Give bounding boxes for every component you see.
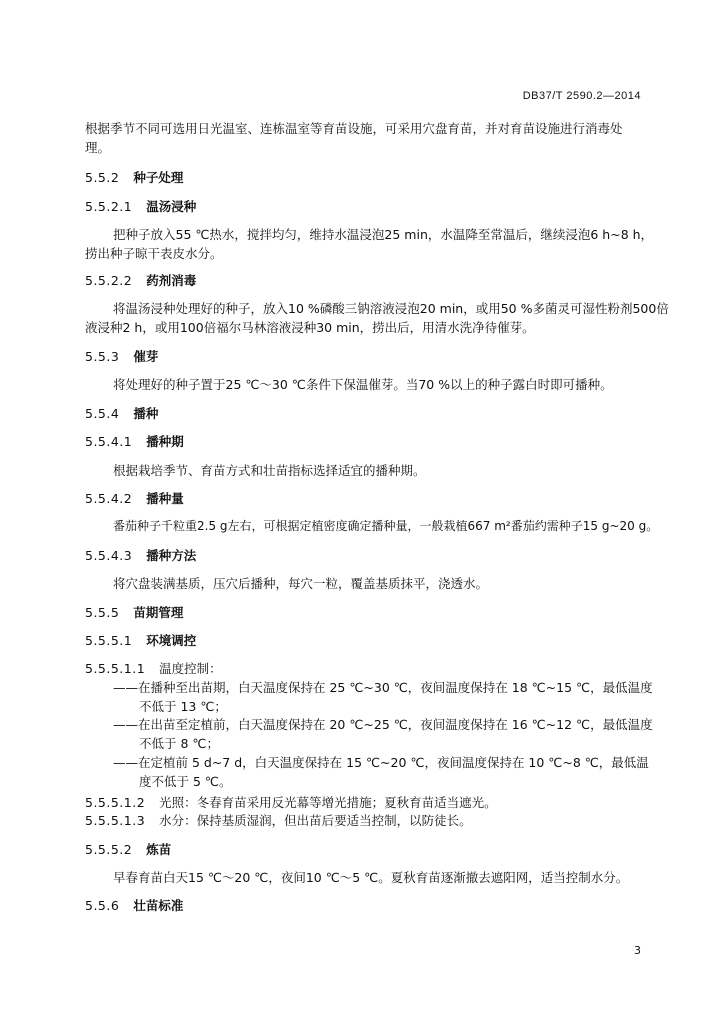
section-title: 播种期 (146, 434, 184, 449)
section-heading-5-5-2 (85, 168, 183, 186)
section-number: 5.5.6 (85, 898, 120, 913)
dash-list-item: ——在播种至出苗期，白天温度保持在 25 ℃~30 ℃，夜间温度保持在 18 ℃~15 ℃，最低温度 (113, 680, 653, 695)
section-title: 壮苗标准 (133, 898, 184, 913)
dash-list-item: ——在出苗至定植前，白天温度保持在 20 ℃~25 ℃，夜间温度保持在 16 ℃~12 ℃，最低温度 (113, 717, 653, 732)
section-heading-5-5-6 (85, 896, 183, 914)
item-5-5-5-1-3 (85, 811, 472, 829)
item-text: 温度控制： (159, 661, 222, 676)
section-heading-5-5-4 (85, 404, 158, 422)
paragraph-line: 理。 (85, 140, 111, 155)
paragraph-line: 根据栽培季节、育苗方式和壮苗指标选择适宜的播种期。 (113, 463, 426, 478)
section-number: 5.5.2 (85, 170, 120, 185)
item-number: 5.5.5.1.3 (85, 813, 146, 828)
section-heading-5-5-5 (85, 603, 183, 621)
section-heading-5-5-2-1 (85, 197, 196, 215)
section-number: 5.5.5.2 (85, 842, 133, 857)
item-5-5-5-1-2 (85, 793, 497, 811)
section-heading-5-5-2-2 (85, 271, 196, 289)
page-number: 3 (634, 944, 641, 957)
section-title: 播种 (133, 406, 159, 421)
paragraph-line: 根据季节不同可选用日光温室、连栋温室等育苗设施，可采用穴盘育苗，并对育苗设施进行消毒处 (85, 121, 623, 136)
section-heading-5-5-4-1 (85, 432, 184, 450)
section-title: 苗期管理 (133, 605, 184, 620)
section-heading-5-5-5-1 (85, 631, 196, 649)
section-number: 5.5.2.2 (85, 273, 133, 288)
section-number: 5.5.4.2 (85, 491, 133, 506)
paragraph-line: 液浸种2 h，或用100倍福尔马林溶液浸种30 min，捞出后，用清水洗净待催芽。 (85, 320, 535, 335)
paragraph-line: 把种子放入55 ℃热水，搅拌均匀，维持水温浸泡25 min，水温降至常温后，继续浸泡6 h~8 h， (113, 227, 654, 242)
paragraph-line: 将处理好的种子置于25 ℃～30 ℃条件下保温催芽。当70 %以上的种子露白时即可播种。 (113, 377, 613, 392)
paragraph-line: 将温汤浸种处理好的种子，放入10 %磷酸三钠溶液浸泡20 min，或用50 %多菌灵可湿性粉剂500倍 (113, 301, 669, 316)
section-number: 5.5.5.1 (85, 633, 133, 648)
section-heading-5-5-4-3 (85, 546, 196, 564)
section-heading-5-5-3 (85, 347, 158, 365)
section-number: 5.5.4.1 (85, 434, 133, 449)
item-text: 光照：冬春育苗采用反光幕等增光措施；夏秋育苗适当遮光。 (159, 795, 497, 810)
dash-list-item-continuation: 度不低于 5 ℃。 (139, 774, 232, 789)
standard-code: DB37/T 2590.2—2014 (522, 90, 641, 102)
section-title: 环境调控 (146, 633, 197, 648)
paragraph-line: 将穴盘装满基质，压穴后播种，每穴一粒，覆盖基质抹平，浇透水。 (113, 576, 489, 591)
section-title: 温汤浸种 (146, 199, 197, 214)
section-title: 炼苗 (146, 842, 172, 857)
section-title: 播种量 (146, 491, 184, 506)
dash-list-item: ——在定植前 5 d~7 d，白天温度保持在 15 ℃~20 ℃，夜间温度保持在 10 ℃~8 ℃，最低温 (113, 755, 649, 770)
dash-list-item-continuation: 不低于 13 ℃； (139, 699, 227, 714)
section-title: 催芽 (133, 349, 159, 364)
section-title: 播种方法 (146, 548, 197, 563)
paragraph-line: 捞出种子晾干表皮水分。 (85, 246, 223, 261)
item-text: 水分：保持基质湿润，但出苗后要适当控制，以防徒长。 (159, 813, 472, 828)
paragraph-line: 早春育苗白天15 ℃～20 ℃，夜间10 ℃～5 ℃。夏秋育苗逐渐撤去遮阳网，适当控制水分。 (113, 870, 629, 885)
section-title: 种子处理 (133, 170, 184, 185)
section-number: 5.5.5 (85, 605, 120, 620)
section-number: 5.5.3 (85, 349, 120, 364)
section-heading-5-5-5-2 (85, 840, 171, 858)
section-number: 5.5.4.3 (85, 548, 133, 563)
section-number: 5.5.4 (85, 406, 120, 421)
section-heading-5-5-4-2 (85, 489, 184, 507)
item-number: 5.5.5.1.1 (85, 661, 146, 676)
section-title: 药剂消毒 (146, 273, 197, 288)
dash-list-item-continuation: 不低于 8 ℃； (139, 736, 219, 751)
section-number: 5.5.2.1 (85, 199, 133, 214)
item-number: 5.5.5.1.2 (85, 795, 146, 810)
item-5-5-5-1-1 (85, 659, 222, 677)
paragraph-line: 番茄种子千粒重2.5 g左右，可根据定植密度确定播种量，一般栽植667 m²番茄约需种子15 g~20 g。 (113, 519, 659, 533)
